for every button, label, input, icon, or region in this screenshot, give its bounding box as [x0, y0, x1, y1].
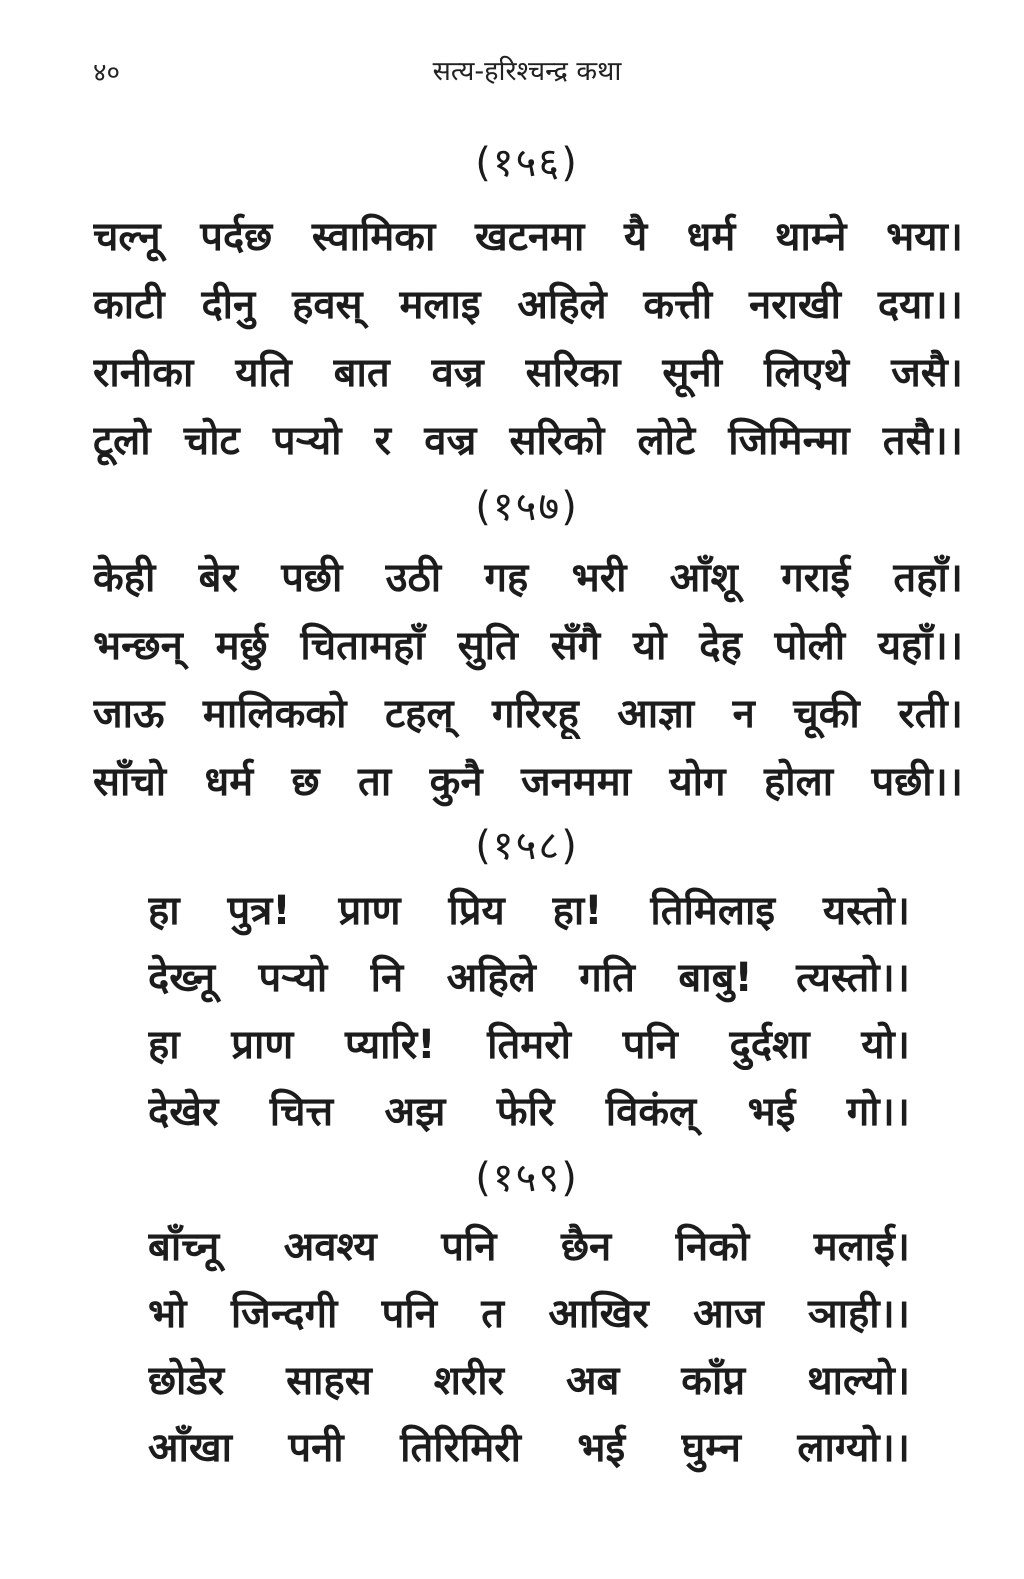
verse-word: सुति: [457, 623, 518, 669]
verse-word: चितामहाँ: [300, 623, 425, 669]
verse-line: [93, 348, 963, 398]
verse-line: [148, 1356, 910, 1406]
verse-word: पनि: [441, 1224, 497, 1270]
verse-word: देह: [699, 623, 742, 669]
verse-word: पनी: [288, 1425, 344, 1471]
verse-word: चूकी: [793, 691, 860, 737]
verse-line: [93, 757, 963, 807]
verse-word: न: [732, 691, 755, 737]
verse-word: टहल्: [384, 691, 454, 737]
verse-word: नि: [370, 955, 404, 1001]
verse-word: पोली: [774, 623, 846, 669]
verse-word: ञाही।।: [807, 1291, 910, 1337]
verse-number: (१५८): [475, 823, 579, 869]
verse-word: सरिको: [509, 418, 605, 464]
verse-word: साहस: [286, 1358, 372, 1404]
verse-word: लाग्यो।।: [797, 1425, 910, 1471]
running-title: सत्य-हरिश्चन्द्र कथा: [432, 56, 622, 87]
verse-word: जिमिन्मा: [728, 418, 850, 464]
verse-word: यै: [623, 214, 648, 260]
verse-word: भन्छन्: [93, 623, 183, 669]
verse-word: वज्र: [424, 418, 477, 464]
verse-word: मलाई।: [813, 1224, 910, 1270]
verse-line: [93, 621, 963, 671]
verse-word: र: [374, 418, 392, 464]
verse-word: साँचो: [93, 759, 167, 805]
verse-word: चल्नू: [93, 214, 161, 260]
verse-word: तिरिमिरी: [400, 1425, 521, 1471]
verse-word: भो: [148, 1291, 187, 1337]
verse-word: पछी: [281, 555, 343, 601]
verse-word: भया।: [886, 214, 963, 260]
verse-word: निको: [675, 1224, 750, 1270]
verse-word: वज्र: [431, 350, 484, 396]
verse-word: आँशू: [669, 555, 738, 601]
verse-number: (१५९): [475, 1155, 579, 1201]
verse-word: हा!: [552, 888, 603, 934]
verse-word: आँखा: [148, 1425, 232, 1471]
verse-word: तसै।।: [882, 418, 963, 464]
verse-word: ता: [358, 759, 392, 805]
verse-word: गराई: [781, 555, 851, 601]
verse-line: [148, 953, 910, 1003]
verse-word: अहिले: [446, 955, 536, 1001]
verse-word: सूनी: [662, 350, 723, 396]
verse-line: [93, 280, 963, 330]
verse-word: भई: [577, 1425, 626, 1471]
verse-word: यो: [632, 623, 667, 669]
verse-word: मर्छु: [215, 623, 268, 669]
verse-word: त्यस्तो।।: [796, 955, 910, 1001]
verse-word: यस्तो।: [822, 888, 910, 934]
verse-word: त: [481, 1291, 505, 1337]
verse-word: देख्नू: [148, 955, 216, 1001]
verse-word: भरी: [571, 555, 627, 601]
verse-word: छोडेर: [148, 1358, 225, 1404]
verse-word: अवश्य: [283, 1224, 377, 1270]
verse-word: सँगै: [550, 623, 601, 669]
verse-word: थाल्यो।: [807, 1358, 910, 1404]
verse-word: सरिका: [525, 350, 621, 396]
verse-word: हवस्: [292, 282, 363, 328]
verse-word: लोटे: [637, 418, 696, 464]
page-number: ४०: [93, 58, 121, 88]
verse-word: आज: [693, 1291, 764, 1337]
verse-word: आज्ञा: [617, 691, 695, 737]
verse-word: अझ: [384, 1089, 446, 1135]
verse-word: कत्ती: [643, 282, 713, 328]
verse-word: केही: [93, 555, 156, 601]
verse-number: (१५६): [475, 140, 579, 186]
verse-word: टूलो: [93, 418, 151, 464]
verse-word: पऱ्यो: [258, 955, 328, 1001]
verse-line: [148, 1289, 910, 1339]
verse-word: शरीर: [433, 1358, 505, 1404]
verse-word: विकंल्: [605, 1089, 697, 1135]
verse-word: छ: [291, 759, 320, 805]
verse-word: पनि: [381, 1291, 437, 1337]
verse-word: धर्म: [686, 214, 736, 260]
verse-word: फेरि: [496, 1089, 555, 1135]
verse-word: मालिकको: [202, 691, 347, 737]
verse-word: चित्त: [269, 1089, 334, 1135]
verse-word: रती।: [898, 691, 963, 737]
verse-word: तिमिलाइ: [650, 888, 775, 934]
verse-line: [93, 553, 963, 603]
verse-word: पुत्र!: [227, 888, 291, 934]
verse-word: गति: [579, 955, 635, 1001]
verse-word: अब: [565, 1358, 620, 1404]
verse-word: यति: [235, 350, 292, 396]
verse-word: थाम्ने: [774, 214, 847, 260]
verse-word: जनममा: [520, 759, 632, 805]
verse-word: जाऊ: [93, 691, 165, 737]
verse-line: [148, 1222, 910, 1272]
verse-word: दीनु: [201, 282, 256, 328]
verse-word: दया।।: [877, 282, 963, 328]
verse-word: उठी: [385, 555, 442, 601]
verse-number: (१५७): [475, 484, 579, 530]
verse-word: प्राण: [231, 1022, 294, 1068]
verse-word: अहिले: [517, 282, 607, 328]
verse-word: बाँच्नू: [148, 1224, 220, 1270]
verse-word: जिन्दगी: [230, 1291, 338, 1337]
verse-word: भई: [747, 1089, 796, 1135]
verse-word: घुम्न: [681, 1425, 741, 1471]
verse-word: छैन: [560, 1224, 612, 1270]
verse-word: खटनमा: [474, 214, 585, 260]
verse-line: [148, 1087, 910, 1137]
verse-line: [93, 212, 963, 262]
verse-line: [148, 1020, 910, 1070]
verse-word: प्यारि!: [344, 1022, 436, 1068]
verse-word: बेर: [198, 555, 238, 601]
verse-word: गह: [484, 555, 529, 601]
verse-word: बाबु!: [678, 955, 753, 1001]
verse-word: हा: [148, 1022, 180, 1068]
verse-word: धर्म: [204, 759, 254, 805]
verse-word: गरिरहू: [491, 691, 579, 737]
verse-word: कुनै: [429, 759, 483, 805]
verse-word: पऱ्यो: [272, 418, 342, 464]
verse-line: [148, 1423, 910, 1473]
verse-word: यहाँ।।: [877, 623, 963, 669]
verse-word: पर्दछ: [200, 214, 273, 260]
verse-word: स्वामिका: [311, 214, 436, 260]
verse-line: [93, 416, 963, 466]
verse-word: देखेर: [148, 1089, 219, 1135]
verse-line: [93, 689, 963, 739]
verse-word: पनि: [622, 1022, 678, 1068]
verse-line: [148, 886, 910, 936]
verse-word: प्राण: [338, 888, 401, 934]
verse-word: चोट: [183, 418, 240, 464]
verse-word: आखिर: [548, 1291, 649, 1337]
verse-word: जसै।: [891, 350, 963, 396]
verse-word: मलाइ: [399, 282, 481, 328]
verse-word: तिमरो: [487, 1022, 571, 1068]
verse-word: रानीका: [93, 350, 194, 396]
verse-word: होला: [763, 759, 834, 805]
verse-word: हा: [148, 888, 180, 934]
verse-word: प्रिय: [448, 888, 505, 934]
verse-word: लिएथे: [763, 350, 850, 396]
verse-word: पछी।।: [871, 759, 963, 805]
verse-word: यो।: [861, 1022, 910, 1068]
verse-word: योग: [669, 759, 726, 805]
verse-word: नराखी: [748, 282, 841, 328]
verse-word: काँप्न: [681, 1358, 746, 1404]
verse-word: तहाँ।: [893, 555, 963, 601]
verse-word: गो।।: [846, 1089, 910, 1135]
verse-word: बात: [333, 350, 390, 396]
verse-word: दुर्दशा: [729, 1022, 810, 1068]
verse-word: काटी: [93, 282, 165, 328]
